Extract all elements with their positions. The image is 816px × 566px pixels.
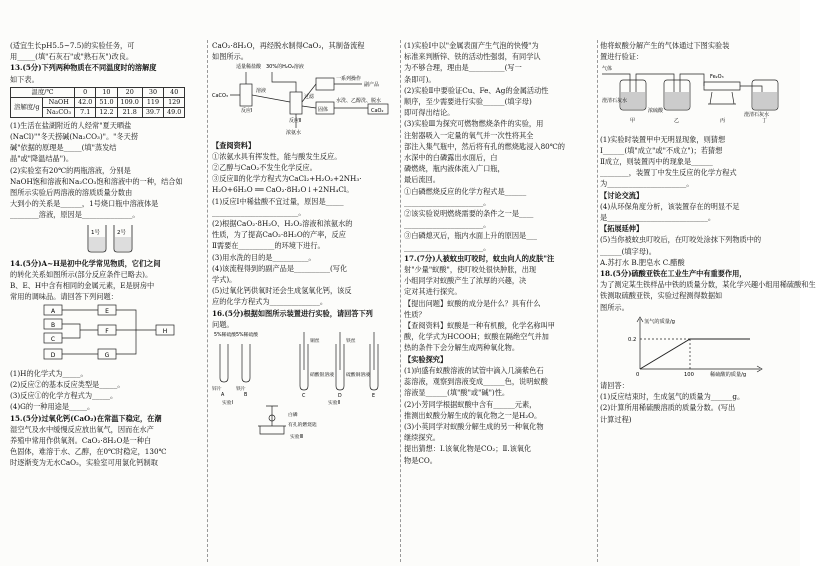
question-15-stem: 15.(5分)过氧化钙(CaO₂)在常温下稳定，在潮	[10, 413, 162, 423]
flow-label: 适量稀盐酸	[236, 64, 262, 71]
node-label: H	[162, 327, 168, 335]
text-line: 用_____(填"石灰石"或"熟石灰")改良。	[10, 52, 134, 62]
text-line: Ⅱ成立，则装置丙中的现象是______	[600, 157, 713, 167]
text-line: (1)向盛有蚁酸溶液的试管中滴入几滴紫色石	[404, 365, 544, 375]
question-18-stem: 18.(5分)硫酸亚铁在工业生产中有重要作用，	[600, 269, 747, 279]
text-line: Ⅰ______(填"成立"或"不成立")；若猜想	[600, 145, 723, 155]
column-3	[404, 40, 594, 560]
tube-letter: E	[372, 394, 376, 400]
column-divider	[207, 40, 208, 562]
apparatus-label: 澄清石灰水	[602, 98, 628, 105]
beaker-1	[88, 225, 106, 252]
text-line: 定对其进行探究。	[404, 287, 462, 297]
table-header-cell: 0	[75, 87, 96, 97]
text-line: 为了测定某生铁样品中铁的质量分数，某化学兴趣小组用稀硫酸和生	[600, 280, 816, 290]
text-line: (1)生活在盐湖附近的人经常"夏天晒盐	[10, 120, 132, 130]
apparatus-label: 白磷	[288, 413, 298, 419]
text-line: 常用的调味品。请回答下列问题：	[10, 292, 118, 302]
column-2	[212, 40, 397, 560]
apparatus-label: 铜丝	[310, 339, 320, 345]
text-line: 请回答：	[600, 381, 629, 391]
section-heading: 【查阅资料】	[212, 140, 256, 150]
tube-letter: A	[221, 393, 225, 399]
text-line: 磷燃烧，瓶内液体流入广口瓶，	[404, 164, 505, 174]
column-1	[10, 40, 206, 560]
text-line: 的转化关系如图所示(部分反应条件已略去)。	[10, 270, 153, 280]
apparatus-label: 气体	[602, 66, 613, 73]
text-line: (1)实验Ⅰ中以"金属表面产生气泡的快慢"为	[404, 41, 539, 50]
text-line: (1)实验时装置甲中无明显现象，则猜想	[600, 134, 726, 144]
section-heading: 【拓展延伸】	[600, 224, 644, 234]
text-line: (2)计算所用稀硫酸溶质的质量分数。(写出	[600, 403, 736, 413]
text-line: 物是CO。	[404, 455, 437, 465]
apparatus-label: 铁丝	[346, 339, 356, 345]
table-cell: 51.0	[96, 97, 117, 107]
text-line: (1)反应结束时，生成氢气的质量为______g。	[600, 392, 745, 402]
text-line: (2)实验Ⅱ中要验证Cu、Fe、Ag的金属活动性	[404, 85, 549, 95]
text-line: 性质，为了提高CaO₂·8H₂O的产率，反应	[212, 230, 346, 240]
text-line: ③白磷熄灭后，瓶内水面上升的原因是___	[404, 231, 537, 241]
text-line: 水深中的白磷露出水面后，白	[404, 153, 498, 163]
text-line: 计算过程)	[600, 414, 632, 424]
text-line: 晶"或"降温结晶")。	[10, 154, 74, 164]
text-line: 色固体，难溶于水、乙醇，在0℃时稳定，130℃	[10, 447, 167, 457]
text-line: 他将蚁酸分解产生的气体通过下图实验装	[600, 41, 730, 50]
hydrogen-mass-graph	[600, 313, 792, 377]
table-header-cell: 10	[96, 87, 117, 97]
text-line: ______________________。	[404, 197, 491, 207]
experiment-caption: 实验Ⅱ	[328, 401, 340, 407]
text-line: 学式)。	[212, 275, 237, 285]
text-line: 条即可)。	[404, 74, 436, 84]
text-line: 大到小的关系是______，1号烧口瓶中溶液体是	[10, 199, 159, 209]
column-divider	[400, 40, 401, 562]
text-line: (NaCl)""冬天捞碱(Na₂CO₃)"。"冬天捞	[10, 132, 139, 142]
table-header-cell: 30	[142, 87, 163, 97]
beaker-label: 2号	[117, 229, 126, 236]
text-line: 为______________________。	[600, 179, 694, 189]
experiment-apparatus-diagram	[212, 330, 397, 440]
apparatus-label: 铁片	[236, 387, 246, 393]
table-cell: 21.8	[117, 107, 142, 117]
flow-label: 过滤	[304, 94, 315, 101]
apparatus-label: 硝酸银溶液	[310, 373, 334, 379]
text-line: 置进行验证：	[600, 52, 644, 62]
table-cell: 129	[164, 97, 185, 107]
text-line: 热的条件下会分解生成两种氧化物。	[404, 343, 520, 353]
flow-label: 一系列操作	[336, 76, 362, 83]
text-line: 时逐渐变为无水CaO₂，实验室可用氯化钙制取	[10, 458, 158, 468]
text-line: ______(填字母)。	[600, 246, 656, 256]
experiment-caption: 实验Ⅲ	[290, 435, 303, 441]
table-cell: 109.0	[117, 97, 142, 107]
table-cell: 42.0	[75, 97, 96, 107]
text-line: (5)当你被蚊虫叮咬后，在叮咬处涂抹下列物质中的	[600, 235, 762, 245]
text-line: (2)反应②的基本反应类型是_____。	[10, 380, 125, 390]
text-line: (3)反应①的化学方程式为_____。	[10, 391, 118, 401]
beaker-label: 1号	[91, 229, 100, 236]
text-line: 即可得出结论。	[404, 108, 455, 118]
table-header-cell: 40	[164, 87, 185, 97]
apparatus-label: 硫酸铜溶液	[346, 373, 370, 379]
text-line: ________溶液，原因是______________。	[10, 210, 140, 220]
section-heading: 【讨论交流】	[600, 190, 644, 200]
text-line: (5)过氧化钙供氧时还会生成氢氧化钙，该反	[212, 286, 352, 296]
apparatus-label: 浓硫酸	[648, 108, 664, 115]
text-line: 部注入集气瓶中，然后将有孔的燃烧匙浸入80℃的	[404, 141, 565, 151]
text-line: 为不够合理，理由是__________(写一	[404, 63, 522, 73]
text-line: ③反应Ⅱ的化学方程式为CaCl₂+H₂O₂+2NH₃·	[212, 174, 362, 184]
text-line: (4)该流程得到的副产品是__________(写化	[212, 263, 348, 273]
flow-label: 水洗、乙醇洗、脱水	[336, 98, 382, 105]
flow-label: 溶液	[256, 88, 267, 95]
text-line: ①白磷燃烧反应的化学方程式是______	[404, 186, 527, 196]
question-16-stem: 16.(5分)根据如图所示装置进行实验，请回答下列	[212, 308, 373, 318]
text-line: 如下表。	[10, 74, 39, 84]
question-17-stem: 17.(7分)人被蚊虫叮咬时，蚊虫向人的皮肤"注	[404, 253, 555, 263]
y-axis-label: 氢气的质量/g	[644, 318, 675, 325]
process-flow-diagram	[212, 62, 397, 136]
text-line: 【查阅资料】蚁酸是一种有机酸，化学名称叫甲	[404, 321, 555, 331]
conversion-diagram	[10, 303, 206, 365]
text-line: ②该实验说明燃烧需要的条件之一是____	[404, 209, 534, 219]
beaker-2	[114, 225, 132, 252]
column-divider	[597, 40, 598, 562]
table-row-label: 溶解度/g	[11, 97, 43, 117]
text-line: (适宜生长pH5.5~7.5)的实验任务，可	[10, 41, 135, 50]
table-cell: NaOH	[43, 97, 75, 107]
apparatus-caption: 丙	[720, 118, 726, 125]
apparatus-label: 5%稀硫酸	[236, 333, 259, 339]
node-label: A	[50, 307, 56, 315]
text-line: 性质？	[404, 309, 426, 319]
flow-label: 30%的H₂O₂溶液	[266, 64, 304, 71]
text-line: ②乙醇与CaO₂不发生化学反应。	[212, 163, 317, 173]
text-line: 射"少量"蚁酸"，使叮咬处很快肿胀，出现	[404, 265, 537, 275]
node-label: E	[105, 307, 109, 315]
text-line: ________，装置丁中发生反应的化学方程式	[600, 168, 737, 178]
solubility-table	[10, 87, 185, 118]
flow-label: CaO₂	[371, 108, 384, 115]
text-line: ________________________。	[212, 207, 306, 217]
text-line: (2)根据CaO₂·8H₂O、H₂O₂溶液和浓氨水的	[212, 219, 353, 229]
flow-label: 浓氨水	[286, 130, 302, 137]
flow-label: 反应Ⅱ	[289, 118, 302, 125]
node-label: D	[50, 351, 56, 359]
text-line: 问题。	[212, 319, 234, 329]
apparatus-caption: 甲	[630, 118, 636, 125]
section-heading: 【实验探究】	[404, 354, 448, 364]
question-13-stem: 13.(5分)下列两种物质在不同温度时的溶解度	[10, 63, 157, 73]
table-cell: 12.2	[96, 107, 117, 117]
text-line: 标准来判断锌、铁的活动性强弱，有同学认	[404, 52, 541, 62]
text-line: B、E、H中含有相同的金属元素，E是厨房中	[10, 281, 155, 291]
text-line: 湿空气及水中缓慢反应放出氧气，因而在水产	[10, 424, 154, 434]
text-line: H₂O+6H₂O ══ CaO₂·8H₂O↓+2NH₄Cl。	[212, 185, 354, 195]
apparatus-label: 5%稀硫酸	[214, 333, 237, 339]
node-label: B	[50, 321, 56, 329]
text-line: 注射器吸入一定量的氧气并一次性将其全	[404, 130, 534, 140]
apparatus-label: 有孔的燃烧匙	[288, 423, 317, 429]
text-line: 养殖中常用作供氧剂。CaO₂·8H₂O是一种白	[10, 436, 152, 446]
tube-letter: D	[338, 394, 342, 400]
table-cell: 119	[142, 97, 163, 107]
text-line: 推测出蚁酸分解生成的氧化物之一是H₂O。	[404, 410, 542, 420]
text-line: 顺序，至少需要进行实验______(填字母)	[404, 97, 532, 107]
text-line: (1)H的化学式为_____。	[10, 368, 88, 378]
text-line: 最后流回。	[404, 175, 440, 185]
text-line: Ⅱ需要在__________的环境下进行。	[212, 241, 325, 251]
text-line: ①浓氨水具有挥发性，能与酸发生反应。	[212, 151, 342, 161]
text-line: 继续探究。	[404, 433, 440, 443]
beakers-diagram	[10, 221, 206, 255]
text-line: (1)反应Ⅰ中稀盐酸不宜过量，原因是_____	[212, 196, 344, 206]
text-line: 铁测取硫酸亚铁，实验过程测得数据如	[600, 291, 723, 301]
column-4	[600, 40, 816, 560]
text-line: 图所示实验后两溶液的溶质质量分数由	[10, 188, 133, 198]
text-line: (2)实验室有20℃的两瓶溶液，分别是	[10, 165, 131, 175]
node-label: F	[105, 327, 109, 335]
y-tick-label: 0.2	[628, 336, 637, 343]
text-line: ______________________。	[404, 220, 491, 230]
text-line: (3)实验Ⅲ为探究可燃物燃烧条件的实验，用	[404, 119, 544, 129]
tube-letter: C	[302, 394, 306, 400]
text-line: 如图所示。	[212, 52, 248, 62]
text-line: 【提出问题】蚁酸的成分是什么？具有什么	[404, 298, 541, 308]
text-line: 小组同学对蚁酸产生了浓厚的兴趣，决	[404, 276, 527, 286]
text-line: 图所示。	[600, 302, 629, 312]
x-axis-label: 稀硫酸的质量/g	[710, 371, 747, 378]
flow-label: 反应Ⅰ	[241, 108, 253, 115]
answer-options: A.苏打水 B.肥皂水 C.醋酸	[600, 257, 685, 267]
data-line	[640, 339, 750, 369]
text-line: (4)从环保角度分析，该装置存在的明显不足	[600, 201, 740, 211]
tube-letter: B	[244, 393, 248, 399]
gas-test-apparatus	[600, 62, 792, 130]
apparatus-caption: 丁	[762, 118, 768, 125]
text-line: 是____________________________。	[600, 213, 716, 223]
table-cell: Na₂CO₃	[43, 107, 75, 117]
flow-label: 副产品	[364, 82, 380, 89]
text-line: (2)小芳同学根据蚁酸中含有______元素，	[404, 399, 537, 409]
text-line: 碱"依据的原理是_____(填"蒸发结	[10, 143, 117, 153]
origin-label: 0	[636, 371, 640, 378]
table-cell: 49.0	[164, 107, 185, 117]
text-line: (3)小英同学对蚁酸分解生成的另一种氧化物	[404, 421, 544, 431]
apparatus-caption: 乙	[674, 118, 680, 125]
y-axis	[637, 317, 643, 369]
apparatus-label: Fe₂O₃	[710, 74, 724, 81]
text-line: 溶液显______(填"酸"或"碱")性。	[404, 388, 510, 398]
flow-label: CaCO₃	[212, 93, 228, 100]
table-header-cell: 20	[117, 87, 142, 97]
table-cell: 39.7	[142, 107, 163, 117]
apparatus-label: 锌片	[212, 387, 222, 393]
table-header-cell: 温度/℃	[11, 87, 75, 97]
flow-label: 固体	[318, 107, 329, 114]
text-line: 提出猜想：Ⅰ.该氧化物是CO₂；Ⅱ.该氧化	[404, 444, 532, 454]
text-line: CaO₂·8H₂O，再经脱水制得CaO₂，其制备流程	[212, 41, 365, 50]
apparatus-label: 澄清石灰水	[744, 112, 770, 119]
text-line: 应的化学方程式为______________。	[212, 297, 328, 307]
table-cell: 7.1	[75, 107, 96, 117]
x-tick-label: 100	[684, 371, 694, 378]
experiment-caption: 实验Ⅰ	[222, 401, 234, 407]
text-line: NaOH饱和溶液和Na₂CO₃饱和溶液中的一种，结合如	[10, 176, 183, 186]
node-label: G	[104, 351, 110, 359]
text-line: (3)用水洗的目的是__________。	[212, 252, 316, 262]
text-line: 蕊溶液，观察到溶液变成______色，说明蚁酸	[404, 377, 548, 387]
text-line: (4)G的一种用途是_____。	[10, 402, 95, 412]
question-14-stem: 14.(5分)A~H是初中化学常见物质，它们之间	[10, 258, 161, 268]
node-label: C	[50, 335, 56, 343]
text-line: ______________________。	[404, 242, 491, 252]
text-line: 酸，化学式为HCOOH；蚁酸在隔绝空气并加	[404, 332, 549, 342]
